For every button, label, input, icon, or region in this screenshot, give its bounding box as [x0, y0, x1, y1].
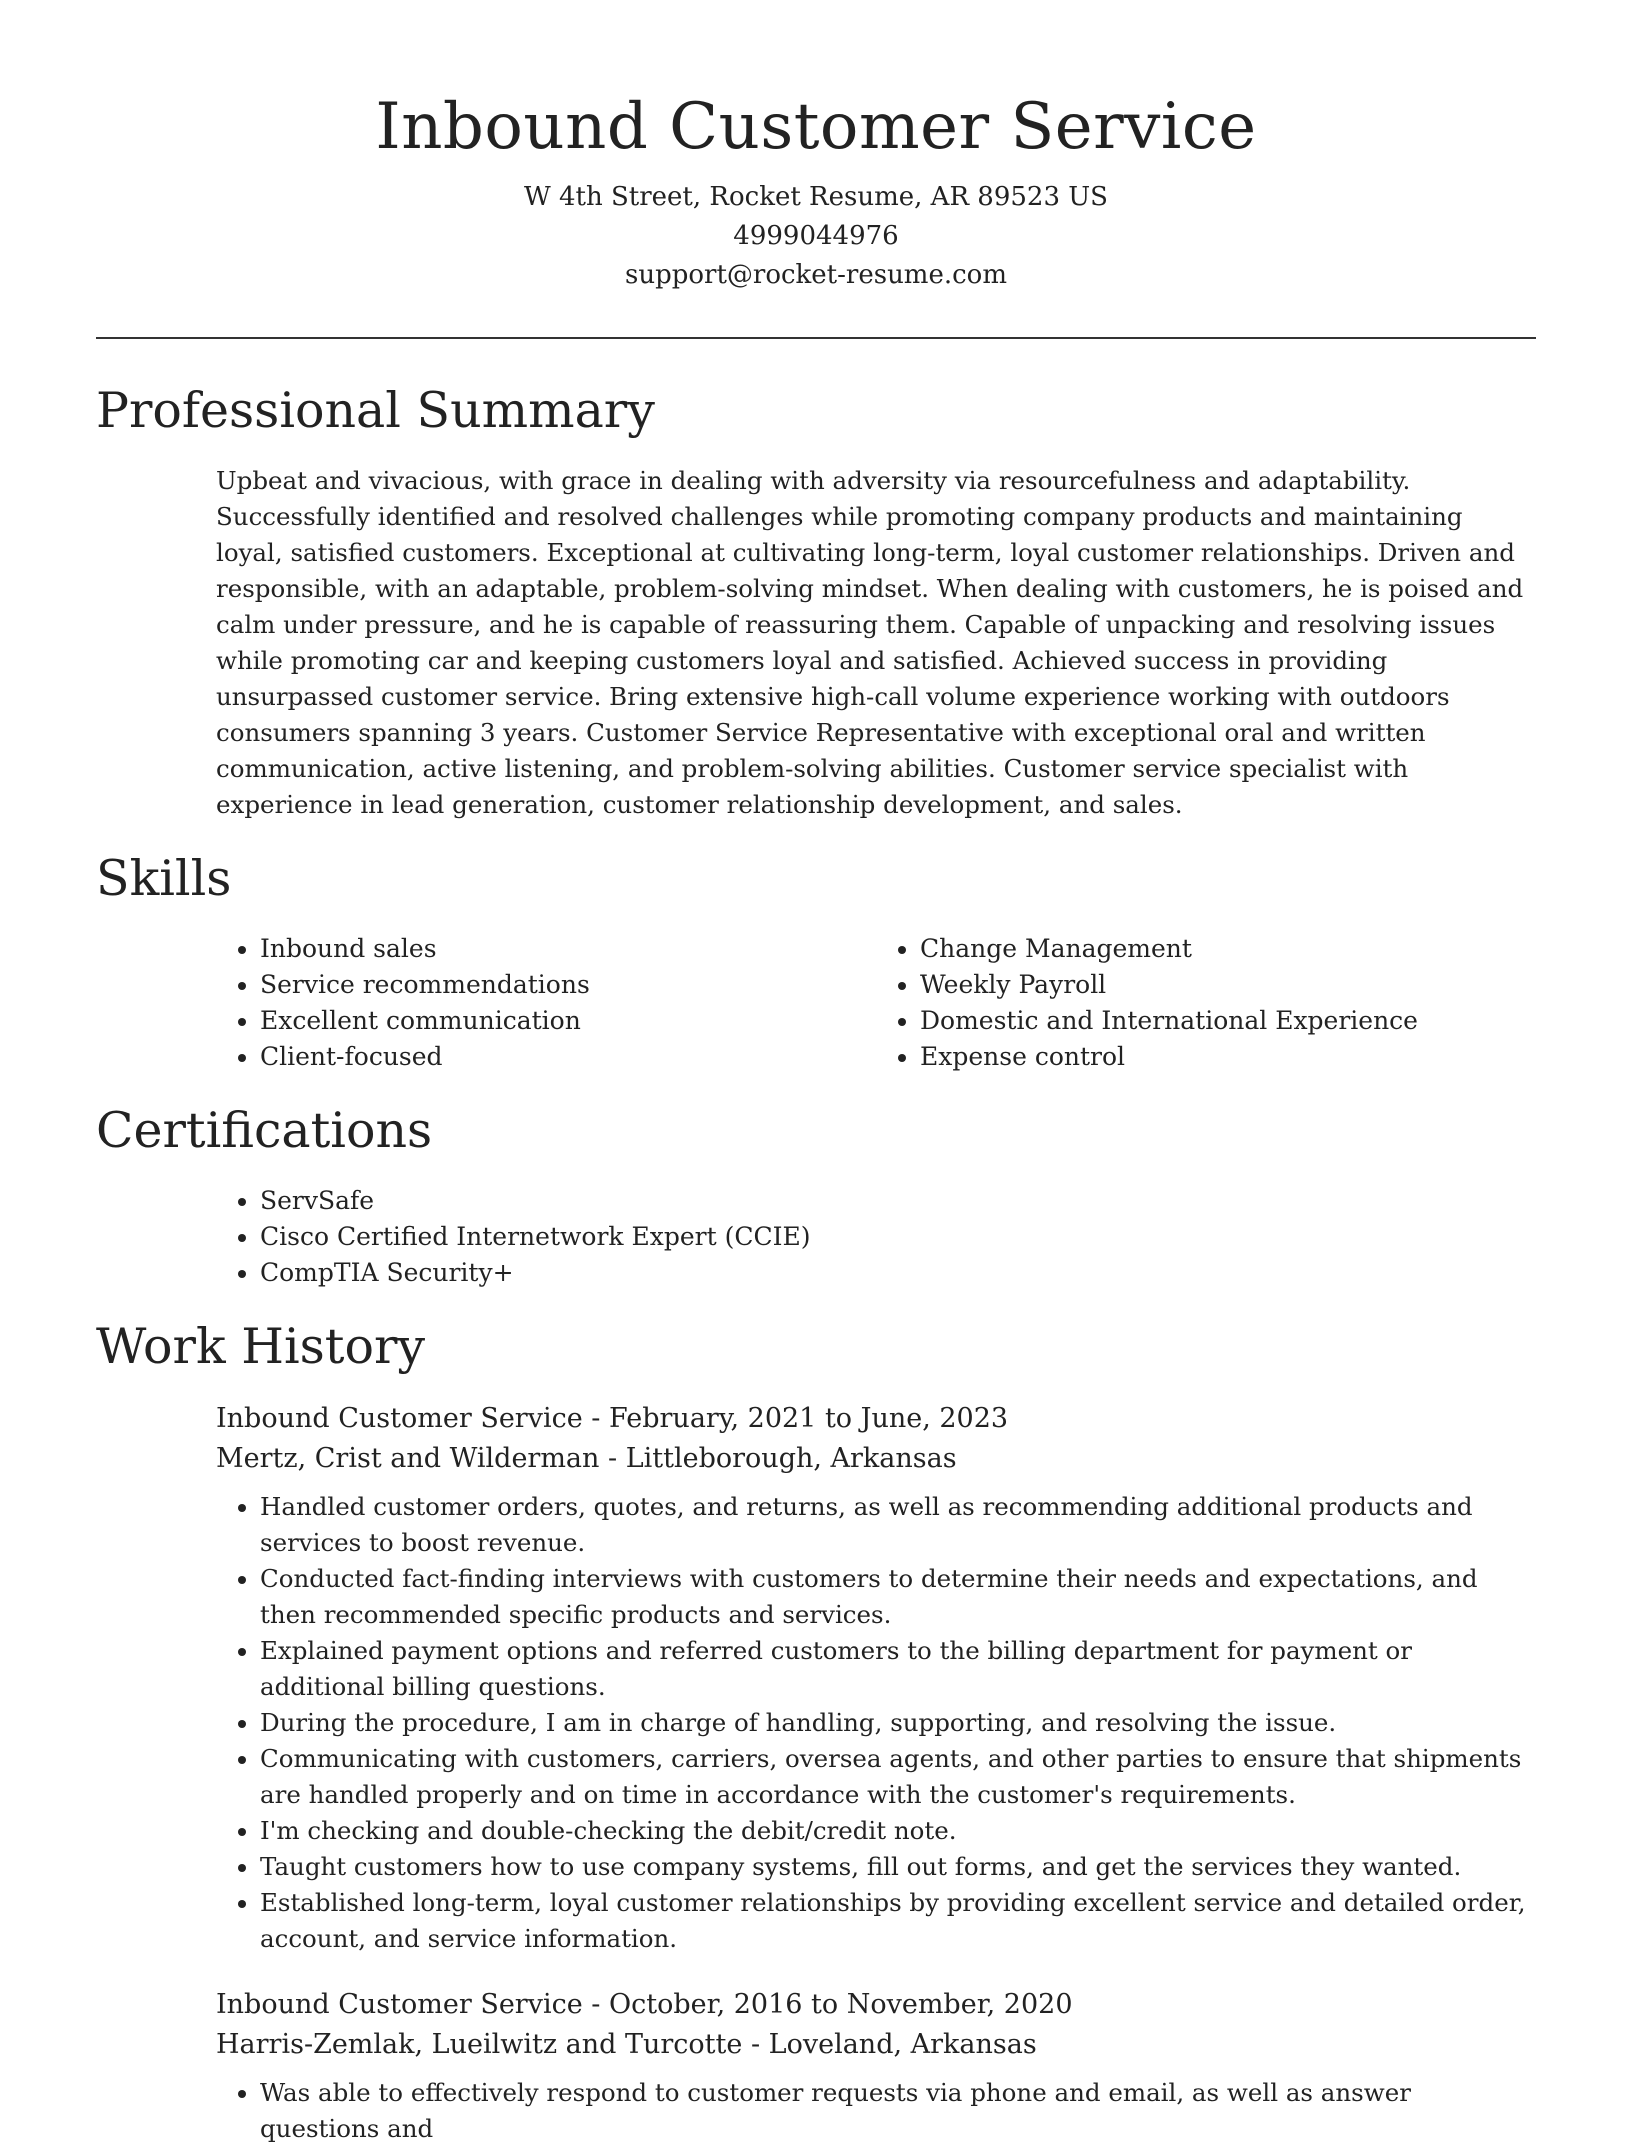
certifications-list — [216, 1183, 1536, 1291]
skill-item: • Service recommendations — [260, 967, 876, 1003]
skill-item: • Domestic and International Experience — [920, 1003, 1536, 1039]
job-title: Inbound Customer Service — [216, 1403, 583, 1434]
candidate-name: Inbound Customer Service — [375, 90, 1257, 164]
certifications-heading: Certifications — [96, 1102, 433, 1159]
contact-address: W 4th Street, Rocket Resume, AR 89523 US — [523, 182, 1108, 212]
skill-item: • Change Management — [920, 931, 1536, 967]
separator: - — [582, 1989, 609, 2020]
job-location: Loveland, Arkansas — [768, 2029, 1037, 2060]
job-bullet: • Handled customer orders, quotes, and returns, as well as recommending additional products and services to boost revenue. — [260, 1489, 1536, 1561]
job-bullet: • Established long-term, loyal customer relationships by providing excellent service and detailed order, account, and service information. — [260, 1885, 1536, 1957]
contact-email: support@rocket-resume.com — [624, 260, 1007, 290]
resume-page — [96, 0, 1536, 2147]
skill-item: • Inbound sales — [260, 931, 876, 967]
job-title: Inbound Customer Service — [216, 1989, 583, 2020]
job-entry — [216, 1399, 1536, 1957]
job-entry — [216, 1985, 1536, 2147]
job-bullet: • During the procedure, I am in charge of handling, supporting, and resolving the issue. — [260, 1705, 1536, 1741]
summary-text: Upbeat and vivacious, with grace in dealing with adversity via resourcefulness and adaptability. Successfully identified and resolved challenges while promoting company products and maintaining loyal, satisfied customers. Exceptional at cultivating long-term, loyal customer relationships. Driven and responsible, with an adaptable, problem-solving mindset. When dealing with customers, he is poised and calm under pressure, and he is capable of reassuring them. Capable of unpacking and resolving issues while promoting car and keeping customers loyal and satisfied. Achieved success in providing unsurpassed customer service. Bring extensive high-call volume experience working with outdoors consumers spanning 3 years. Customer Service Representative with exceptional oral and written communication, active listening, and problem-solving abilities. Customer service specialist with experience in lead generation, customer relationship development, and sales. — [216, 466, 1524, 819]
skills-heading: Skills — [96, 850, 232, 907]
skill-item: • Weekly Payroll — [920, 967, 1536, 1003]
separator: - — [582, 1403, 609, 1434]
separator: - — [599, 1443, 626, 1474]
job-company-line — [216, 2025, 1536, 2065]
job-bullets — [216, 2075, 1536, 2147]
job-bullets — [216, 1489, 1536, 1957]
skills-columns — [216, 931, 1536, 1075]
job-dates: October, 2016 to November, 2020 — [609, 1989, 1073, 2020]
job-company-line — [216, 1439, 1536, 1479]
job-dates: February, 2021 to June, 2023 — [609, 1403, 1009, 1434]
job-bullet: • I'm checking and double-checking the debit/credit note. — [260, 1813, 1536, 1849]
contact-block — [96, 178, 1536, 295]
contact-phone: 4999044976 — [733, 221, 899, 251]
certification-item: • ServSafe — [260, 1183, 1536, 1219]
job-location: Littleborough, Arkansas — [625, 1443, 957, 1474]
certification-item: • Cisco Certified Internetwork Expert (CCIE) — [260, 1219, 1536, 1255]
work-history-heading: Work History — [96, 1318, 426, 1375]
job-company: Mertz, Crist and Wilderman — [216, 1443, 600, 1474]
summary-heading: Professional Summary — [96, 382, 655, 439]
job-bullet: • Communicating with customers, carriers, oversea agents, and other parties to ensure that shipments are handled properly and on time in accordance with the customer's requirements. — [260, 1741, 1536, 1813]
skill-item: • Expense control — [920, 1039, 1536, 1075]
job-bullet: • Was able to effectively respond to customer requests via phone and email, as well as answer questions and — [260, 2075, 1536, 2147]
skills-right-list — [876, 931, 1536, 1075]
job-bullet: • Conducted fact-finding interviews with customers to determine their needs and expectations, and then recommended specific products and services. — [260, 1561, 1536, 1633]
skill-item: • Client-focused — [260, 1039, 876, 1075]
job-bullet: • Explained payment options and referred customers to the billing department for payment or additional billing questions. — [260, 1633, 1536, 1705]
header-divider — [96, 337, 1536, 339]
job-bullet: • Taught customers how to use company systems, fill out forms, and get the services they wanted. — [260, 1849, 1536, 1885]
skills-left-list — [216, 931, 876, 1075]
job-company: Harris-Zemlak, Lueilwitz and Turcotte — [216, 2029, 743, 2060]
skill-item: • Excellent communication — [260, 1003, 876, 1039]
resume-header — [96, 0, 1536, 295]
job-title-line — [216, 1985, 1536, 2025]
separator: - — [742, 2029, 769, 2060]
job-title-line — [216, 1399, 1536, 1439]
certification-item: • CompTIA Security+ — [260, 1255, 1536, 1291]
